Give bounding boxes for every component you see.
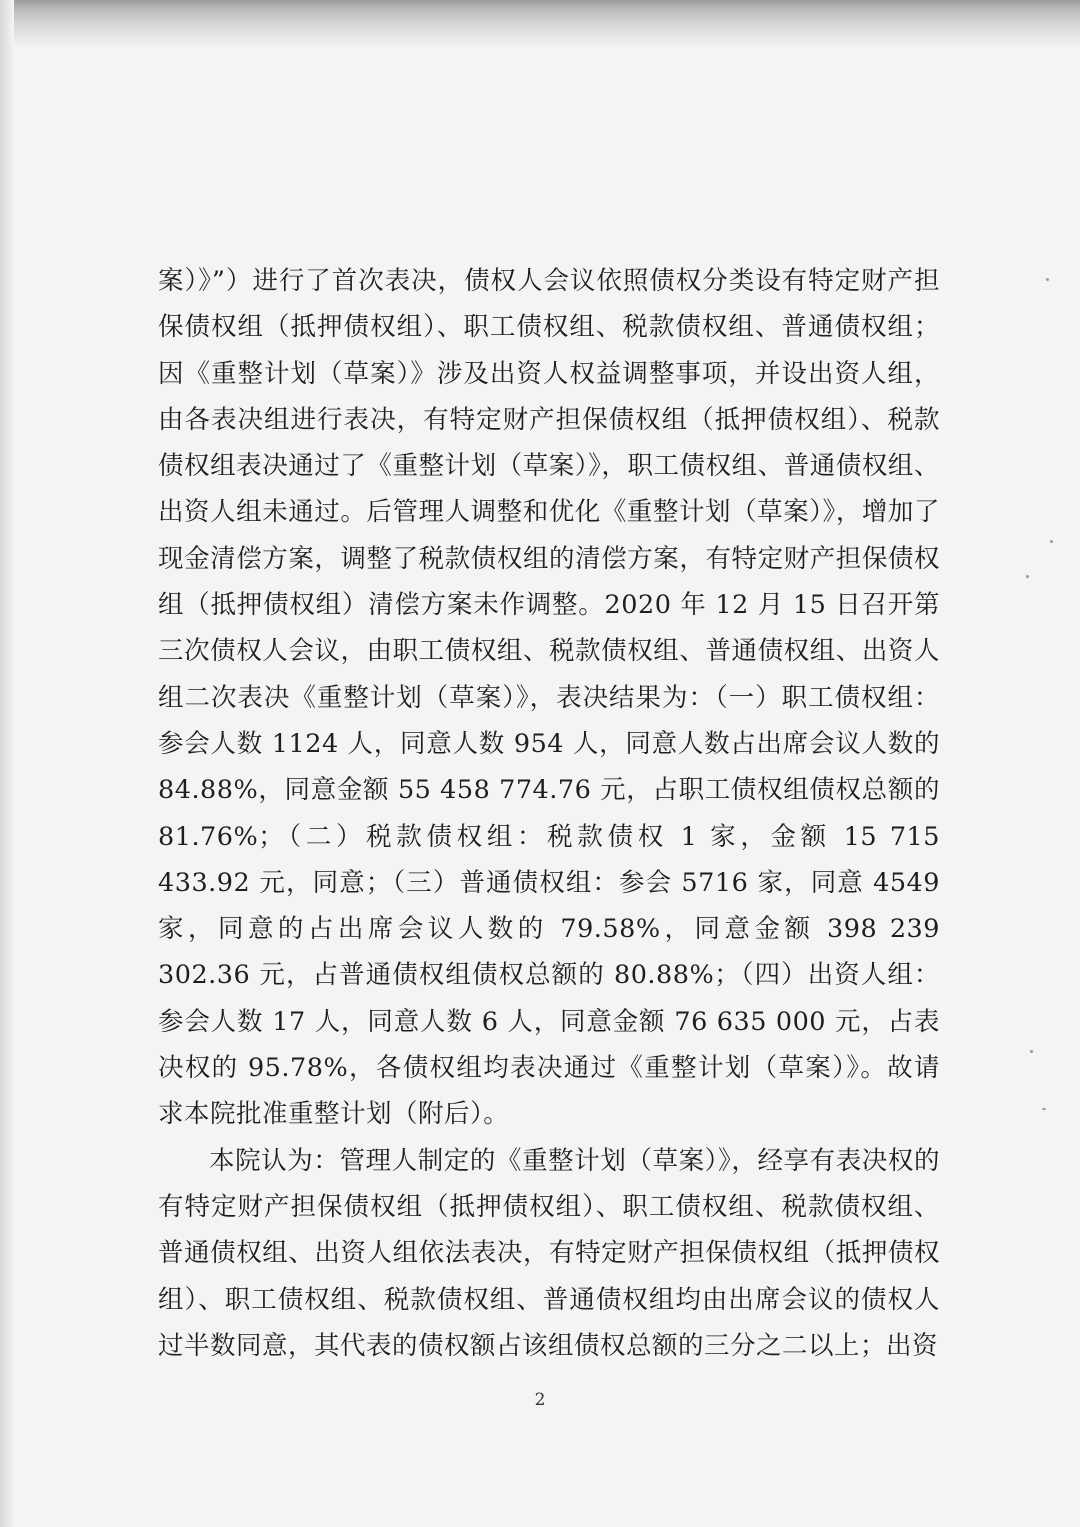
scan-speck: [1030, 1050, 1033, 1053]
scan-speck: [1050, 540, 1053, 543]
scan-speck: [1046, 278, 1049, 281]
scan-left-edge: [0, 0, 14, 1527]
scan-speck: [1042, 1108, 1046, 1110]
paragraph-court-opinion: 本院认为：管理人制定的《重整计划（草案）》，经享有表决权的有特定财产担保债权组（抵押债权组）、职工债权组、税款债权组、普通债权组、出资人组依法表决，有特定财产担保债权组（抵押债权组）、职工债权组、税款债权组、普通债权组均由出席会议的债权人过半数同意，其代表的债权额占该组债权总额的三分之二以上；出资: [158, 1145, 940, 1361]
scan-speck: [1026, 575, 1029, 578]
paragraph-vote-results: 案）》”）进行了首次表决，债权人会议依照债权分类设有特定财产担保债权组（抵押债权组）、职工债权组、税款债权组、普通债权组；因《重整计划（草案）》涉及出资人权益调整事项，并设出资人组，由各表决组进行表决，有特定财产担保债权组（抵押债权组）、税款债权组表决通过了《重整计划（草案）》，职工债权组、普通债权组、出资人组未通过。后管理人调整和优化《重整计划（草案）》，增加了现金清偿方案，调整了税款债权组的清偿方案，有特定财产担保债权组（抵押债权组）清偿方案未作调整。2020 年 12 月 15 日召开第三次债权人会议，由职工债权组、税款债权组、普通债权组、出资人组二次表决《重整计划（草案）》，表决结果为：（一）职工债权组：参会人数 1124 人，同意人数 954 人，同意人数占出席会议人数的 84.88%，同意金额 55 458 774.76 元，占职工债权组债权总额的 81.76%；（二）税款债权组：税款债权 1 家，金额 15 715 433.92 元，同意；（三）普通债权组：参会 5716 家，同意 4549 家，同意的占出席会议人数的 79.58%，同意金额 398 239 302.36 元，占普通债权组债权总额的 80.88%；（四）出资人组：参会人数 17 人，同意人数 6 人，同意金额 76 635 000 元，占表决权的 95.78%，各债权组均表决通过《重整计划（草案）》。故请求本院批准重整计划（附后）。: [158, 266, 940, 1130]
page-number: 2: [534, 1390, 546, 1410]
scan-top-edge: [0, 0, 1080, 48]
document-body: [158, 258, 940, 1369]
